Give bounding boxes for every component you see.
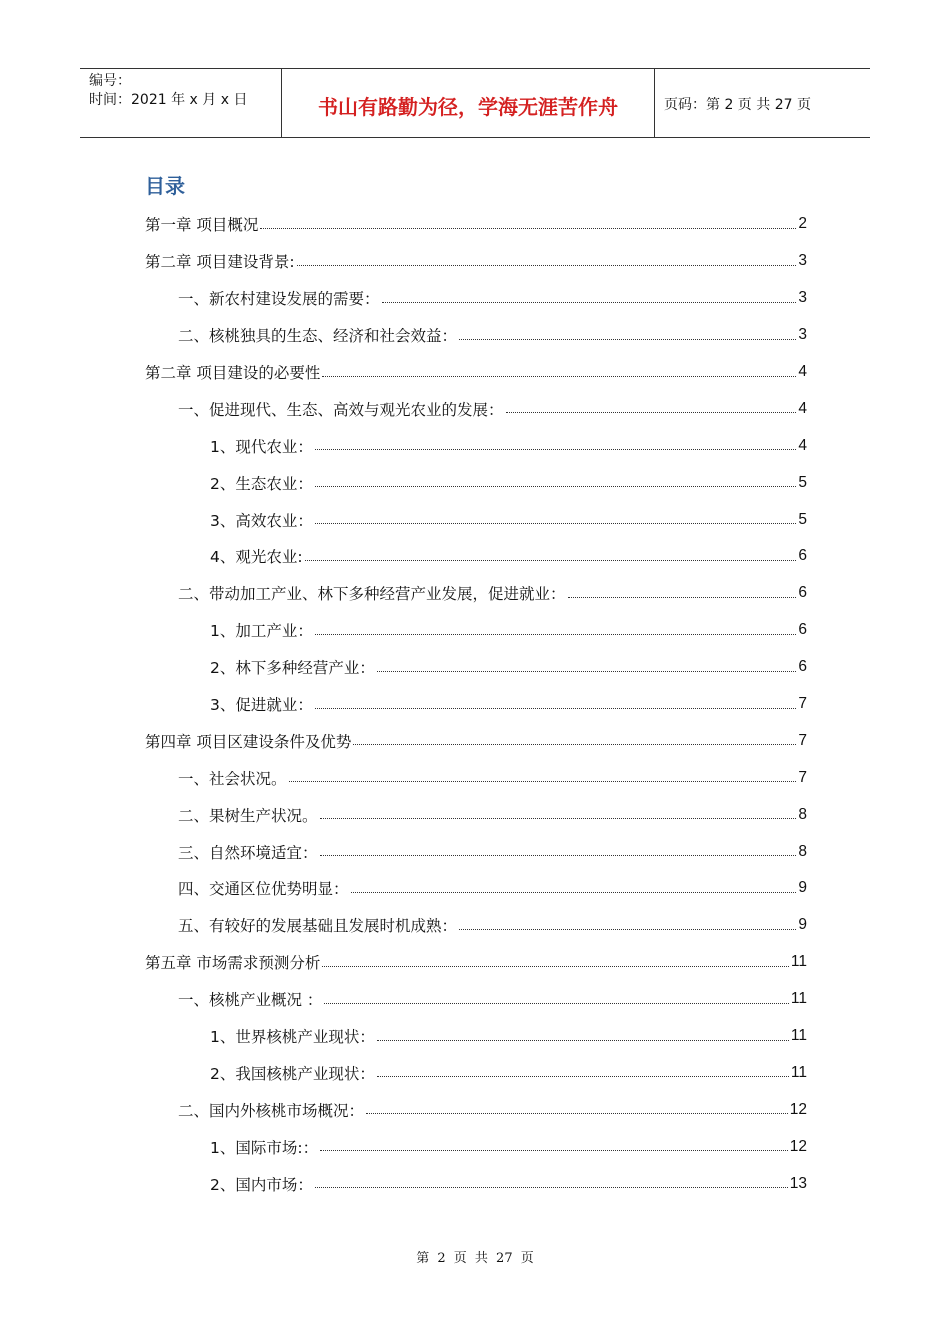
toc-entry-page: 11 — [790, 990, 807, 1008]
toc-entry-label: 一、促进现代、生态、高效与观光农业的发展： — [178, 400, 504, 419]
toc-leader — [506, 412, 797, 413]
toc-entry[interactable] — [145, 833, 807, 870]
toc-entry[interactable] — [145, 870, 807, 907]
toc-entry-label: 一、核桃产业概况 ： — [178, 991, 323, 1010]
toc-entry-page: 3 — [798, 289, 807, 307]
toc-entry-page: 12 — [789, 1137, 807, 1155]
toc-entry[interactable] — [145, 206, 807, 243]
toc-entry-label: 3、促进就业： — [210, 696, 313, 715]
toc-entry-label: 第四章 项目区建设条件及优势 — [145, 732, 352, 751]
toc-entry-page: 12 — [789, 1100, 807, 1118]
toc-entry-label: 4、观光农业: — [210, 548, 303, 567]
toc-entry[interactable] — [145, 649, 807, 686]
toc-entry-label: 第二章 项目建设背景: — [145, 253, 295, 272]
page-footer: 第 2 页 共 27 页 — [416, 1251, 534, 1266]
toc-leader — [297, 265, 797, 266]
toc-entry-page: 8 — [798, 842, 807, 860]
toc-leader — [459, 339, 796, 340]
toc-entry-label: 2、国内市场： — [210, 1175, 313, 1194]
toc-entry-page: 3 — [798, 252, 807, 270]
toc-entry-page: 9 — [798, 879, 807, 897]
toc-entry-page: 5 — [798, 510, 807, 528]
toc-entry[interactable] — [145, 981, 807, 1018]
toc-entry-page: 5 — [798, 473, 807, 491]
toc-entry[interactable] — [145, 686, 807, 723]
toc-entry-page: 6 — [798, 621, 807, 639]
toc-entry-label: 一、新农村建设发展的需要： — [178, 290, 380, 309]
toc-entry[interactable] — [145, 354, 807, 391]
toc-leader — [320, 818, 797, 819]
toc-entry[interactable] — [145, 944, 807, 981]
toc-entry[interactable] — [145, 280, 807, 317]
toc-entry-label: 第一章 项目概况 — [145, 216, 259, 235]
toc-entry[interactable] — [145, 796, 807, 833]
toc-leader — [353, 744, 796, 745]
number-label: 编号： — [89, 73, 131, 89]
toc-entry-page: 4 — [798, 399, 807, 417]
toc-entry[interactable] — [145, 1054, 807, 1091]
toc-entry[interactable] — [145, 1128, 807, 1165]
toc-entry-label: 3、高效农业： — [210, 511, 313, 530]
toc-entry-label: 2、生态农业： — [210, 474, 313, 493]
toc-entry-label: 二、果树生产状况。 — [178, 806, 318, 825]
toc-entry-page: 13 — [789, 1174, 807, 1192]
toc-entry-page: 6 — [798, 584, 807, 602]
toc-entry-page: 8 — [798, 805, 807, 823]
toc-entry-label: 二、带动加工产业、林下多种经营产业发展，促进就业： — [178, 585, 566, 604]
toc-entry-label: 二、国内外核桃市场概况： — [178, 1101, 365, 1120]
toc-entry-page: 7 — [798, 695, 807, 713]
toc-entry-page: 6 — [798, 658, 807, 676]
toc-leader — [315, 634, 797, 635]
header-right-cell — [655, 69, 870, 137]
toc-leader — [322, 966, 788, 967]
toc-entry[interactable] — [145, 722, 807, 759]
toc-entry-label: 二、核桃独具的生态、经济和社会效益： — [178, 327, 458, 346]
toc-leader — [315, 1187, 788, 1188]
toc-leader — [320, 1150, 788, 1151]
toc-leader — [377, 671, 797, 672]
toc-entry-page: 11 — [790, 1063, 807, 1081]
toc-entry-label: 第五章 市场需求预测分析 — [145, 954, 321, 973]
toc-entry-label: 第二章 项目建设的必要性 — [145, 364, 321, 382]
toc-entry[interactable] — [145, 538, 807, 575]
toc-leader — [260, 228, 796, 229]
toc-leader — [377, 1076, 789, 1077]
toc-entry-page: 4 — [798, 436, 807, 454]
toc-entry-page: 7 — [798, 768, 807, 786]
toc-leader — [377, 1040, 789, 1041]
toc-entry-label: 一、社会状况。 — [178, 769, 287, 788]
toc-leader — [568, 597, 797, 598]
toc-entry-label: 1、加工产业： — [210, 622, 313, 641]
page-header-table — [80, 68, 870, 138]
toc-leader — [351, 892, 797, 893]
toc-entry-label: 1、国际市场:： — [210, 1138, 319, 1157]
toc-entry-page: 3 — [798, 326, 807, 344]
table-of-contents — [145, 206, 807, 1202]
toc-entry-label: 1、现代农业： — [210, 437, 313, 456]
toc-entry[interactable] — [145, 907, 807, 944]
toc-entry-label: 五、有较好的发展基础且发展时机成熟： — [178, 917, 458, 936]
toc-entry-page: 9 — [798, 916, 807, 934]
toc-entry[interactable] — [145, 501, 807, 538]
toc-entry[interactable] — [145, 243, 807, 280]
toc-entry-page: 2 — [798, 215, 807, 233]
toc-entry-page: 11 — [790, 1027, 807, 1045]
toc-entry[interactable] — [145, 759, 807, 796]
toc-entry[interactable] — [145, 1018, 807, 1055]
toc-entry-label: 2、林下多种经营产业： — [210, 659, 375, 678]
toc-entry-page: 11 — [790, 953, 807, 971]
toc-entry[interactable] — [145, 612, 807, 649]
toc-entry-page: 6 — [798, 547, 807, 565]
toc-leader — [459, 929, 796, 930]
header-motto: 书山有路勤为径，学海无涯苦作舟 — [318, 95, 618, 119]
toc-leader — [320, 855, 797, 856]
toc-entry-label: 四、交通区位优势明显： — [178, 880, 349, 899]
toc-leader — [322, 376, 796, 377]
toc-leader — [289, 781, 797, 782]
toc-title: 目录 — [145, 174, 185, 198]
toc-entry[interactable] — [145, 575, 807, 612]
toc-entry[interactable] — [145, 427, 807, 464]
toc-leader — [324, 1003, 788, 1004]
toc-leader — [315, 449, 797, 450]
toc-entry-label: 1、世界核桃产业现状： — [210, 1028, 375, 1047]
header-center-cell — [282, 69, 655, 137]
toc-entry-page: 4 — [798, 363, 807, 380]
toc-leader — [315, 708, 797, 709]
toc-leader — [366, 1113, 788, 1114]
toc-leader — [315, 486, 797, 487]
toc-entry[interactable] — [145, 1091, 807, 1128]
toc-entry[interactable] — [145, 464, 807, 501]
toc-entry[interactable] — [145, 390, 807, 427]
toc-leader — [305, 560, 797, 561]
toc-entry-label: 2、我国核桃产业现状： — [210, 1064, 375, 1083]
toc-leader — [315, 523, 797, 524]
header-page-info: 页码：第 2 页 共 27 页 — [664, 97, 811, 113]
toc-entry[interactable] — [145, 317, 807, 354]
toc-leader — [382, 302, 797, 303]
toc-entry[interactable] — [145, 1165, 807, 1202]
toc-entry-label: 三、自然环境适宜： — [178, 843, 318, 862]
toc-entry-page: 7 — [798, 731, 807, 749]
time-label: 时间：2021 年 x 月 x 日 — [89, 92, 248, 108]
header-left-cell — [80, 69, 282, 137]
